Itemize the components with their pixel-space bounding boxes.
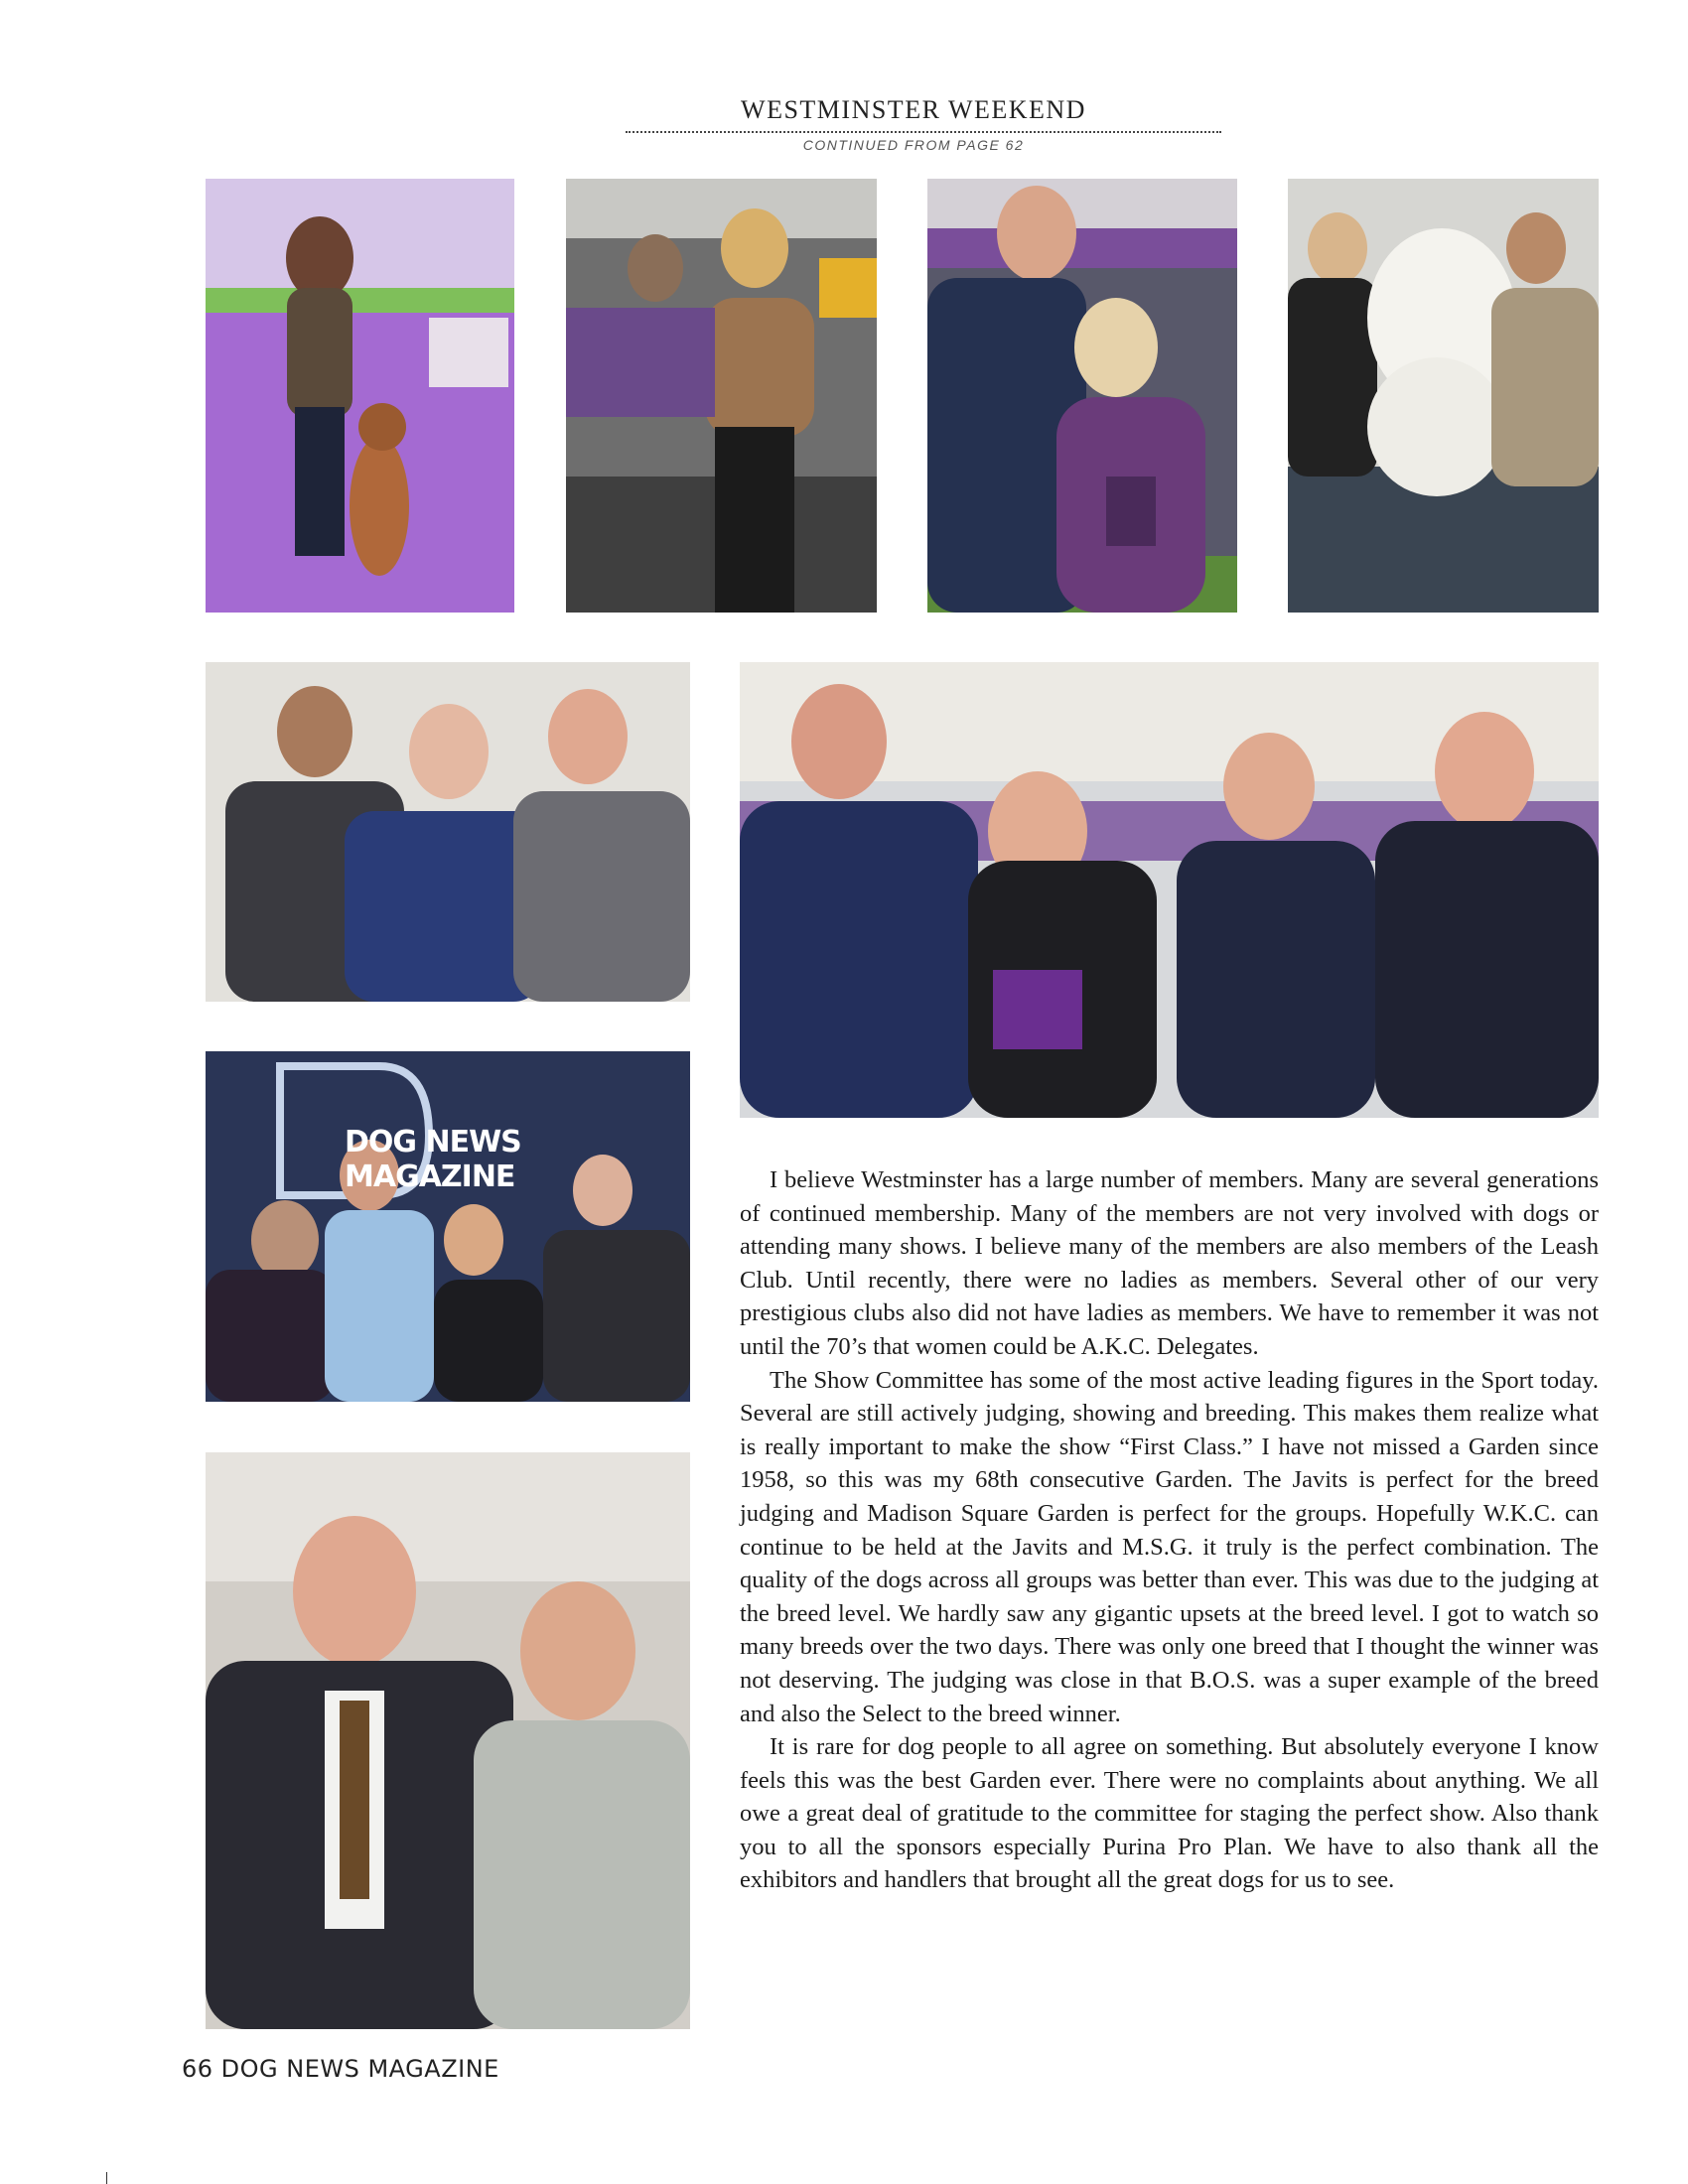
article-paragraph: The Show Committee has some of the most active leading figures in the Sport today. Several are still actively judging, showing and breeding. This makes them realize what is really important to make the show “First Class.” I have not missed a Garden since 1958, so this was my 68th consecutive Garden. The Javits is perfect for the breed judging and Madison Square Garden is perfect for the groups. Hopefully W.K.C. can continue to be held at the Javits and M.S.G. it truly is the perfect combination. The quality of the dogs across all groups was better than ever. This was due to the judging at the breed level. We hardly saw any gigantic upsets at the breed level. I got to watch so many breeds over the two days. There was only one breed that I thought the winner was not deserving. The judging was close in that B.O.S. was a super example of the breed and also the Select to the breed winner. — [740, 1366, 1599, 1727]
photo-couple-smiling — [206, 1452, 690, 2029]
header-divider — [626, 131, 1221, 133]
photo-woman-with-dog — [206, 179, 514, 613]
article-body — [740, 1163, 1599, 1897]
article-paragraph: It is rare for dog people to all agree on something. But absolutely everyone I know feels this was the best Garden ever. There were no complaints about anything. We all owe a great deal of gratitude to the committee for staging the perfect show. Also thank you to all the sponsors especially Purina Pro Plan. We have to also thank all the exhibitors and handlers that brought all the great dogs for us to see. — [740, 1733, 1599, 1894]
banner-text: DOG NEWS MAGAZINE — [345, 1125, 521, 1194]
page-footer: 66 DOG NEWS MAGAZINE — [182, 2055, 499, 2083]
photo-two-women-with-magazine — [566, 179, 877, 613]
article-paragraph: I believe Westminster has a large number of members. Many are several generations of continued membership. Many of the members are not very involved with dogs or attending many shows. I believe many of the members are also members of the Leash Club. Until recently, there were no ladies as members. Several other of our very prestigious clubs also did not have ladies as members. We have to remember it was not until the 70’s that women could be A.K.C. Delegates. — [740, 1166, 1599, 1360]
photo-three-men — [206, 662, 690, 1002]
continued-note: CONTINUED FROM PAGE 62 — [802, 137, 1025, 153]
photo-women-with-samoyed — [1288, 179, 1599, 613]
photo-dog-news-banner-group — [206, 1051, 690, 1402]
crop-mark — [106, 2172, 107, 2184]
photo-man-and-woman-with-book — [927, 179, 1237, 613]
photo-four-people-group — [740, 662, 1599, 1118]
section-title: WESTMINSTER WEEKEND — [741, 95, 1086, 124]
